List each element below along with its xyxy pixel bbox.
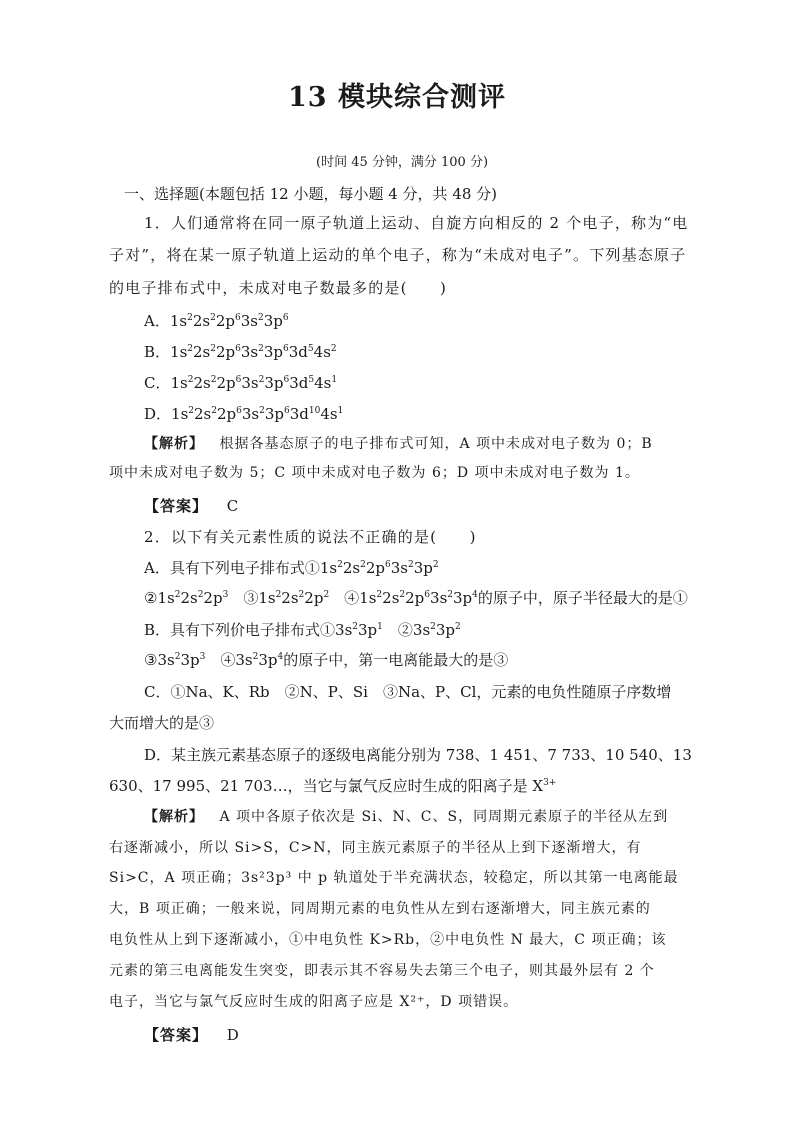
q1-analysis-line2: 项中未成对电子数为 5；C 项中未成对电子数为 6；D 项中未成对电子数为 1。: [109, 465, 640, 481]
q2-analysis-tag: 【解析】: [144, 809, 204, 825]
q1-option-b: B．$1s^22s^22p^63s^23p^63d^54s^2$: [144, 343, 337, 361]
q2-analysis-line6: 元素的第三电离能发生突变，即表示其不容易失去第三个电子，则其最外层有 2 个: [109, 963, 655, 979]
q1-option-d-label: D．: [144, 405, 172, 423]
q2-analysis-line4: 大，B 项正确；一般来说，同周期元素的电负性从左到右逐渐增大，同主族元素的: [109, 901, 651, 917]
q2-option-d-line2: [109, 776, 556, 796]
q1-option-a-label: A．: [144, 312, 170, 330]
q2-option-d-prefix: 630、17 995、21 703…，当它与氯气反应时生成的阳离子是 X: [109, 777, 544, 795]
q1-option-a: A．$1s^22s^22p^63s^23p^6$: [144, 312, 289, 330]
q2-option-a-line1: A．具有下列电子排布式$①1s^22s^22p^63s^23p^2$: [144, 559, 439, 577]
q2-option-d-charge: 3+: [543, 778, 557, 788]
q2-analysis-text1: A 项中各原子依次是 Si、N、C、S，同周期元素原子的半径从左到: [219, 809, 669, 825]
q1-answer: [144, 496, 238, 516]
q1-stem-line3: 的电子排布式中，未成对电子数最多的是( ): [109, 279, 448, 297]
q1-answer-value: C: [226, 497, 239, 515]
q1-option-b-label: B．: [144, 343, 171, 361]
q2-option-b-line2: $③3s^23p^3$ $④3s^23p^4$的原子中，第一电离能最大的是③: [144, 651, 509, 669]
q2-answer-value: D: [226, 1026, 239, 1044]
q2-analysis-line1: [144, 807, 668, 827]
q1-analysis-tag: 【解析】: [144, 436, 204, 452]
q2-answer: [144, 1025, 239, 1045]
q2-option-a-line2: $②1s^22s^22p^3$ $③1s^22s^22p^2$ $④1s^22s^22p^63s^23p^4$的原子中，原子半径最大的是①: [144, 589, 688, 607]
section-heading: 一、选择题(本题包括 12 小题，每小题 4 分，共 48 分): [124, 185, 498, 203]
q1-stem-line2: 子对”，将在某一原子轨道上运动的单个电子，称为“未成对电子”。下列基态原子: [109, 246, 687, 264]
q1-analysis-text1: 根据各基态原子的电子排布式可知，A 项中未成对电子数为 0；B: [219, 436, 653, 452]
q2-answer-tag: 【答案】: [144, 1026, 209, 1044]
q1-stem-line1: 1．人们通常将在同一原子轨道上运动、自旋方向相反的 2 个电子，称为“电: [144, 214, 689, 232]
page-title: 13 模块综合测评: [288, 82, 506, 113]
q2-option-b-line1: B．具有下列价电子排布式$①3s^23p^1$ $②3s^23p^2$: [144, 621, 461, 639]
q1-option-c-label: C．: [144, 374, 171, 392]
q2-analysis-line2: 右逐渐减小，所以 Si>S，C>N，同主族元素原子的半径从上到下逐渐增大，有: [109, 840, 642, 856]
q2-analysis-line3: Si>C，A 项正确；3s²3p³ 中 p 轨道处于半充满状态，较稳定，所以其第一电离能最: [109, 870, 679, 886]
q2-stem: 2．以下有关元素性质的说法不正确的是( ): [144, 528, 477, 546]
q2-option-c-line1: C．①Na、K、Rb ②N、P、Si ③Na、P、Cl，元素的电负性随原子序数增: [144, 683, 672, 701]
q1-analysis-line1: [144, 434, 653, 454]
q2-option-b-suffix: 的原子中，第一电离能最大的是③: [283, 651, 509, 669]
q2-option-a-suffix: 的原子中，原子半径最大的是①: [477, 589, 688, 607]
q2-option-c-line2: 大而增大的是③: [109, 714, 215, 732]
q2-option-d-line1: D．某主族元素基态原子的逐级电离能分别为 738、1 451、7 733、10 540、13: [144, 746, 692, 764]
q2-option-a-prefix: A．具有下列电子排布式①: [144, 559, 320, 577]
q2-analysis-line7: 电子，当它与氯气反应时生成的阳离子应是 X²⁺，D 项错误。: [109, 994, 519, 1010]
q2-option-b-prefix: B．具有下列价电子排布式①: [144, 621, 336, 639]
q2-analysis-line5: 电负性从上到下逐渐减小，①中电负性 K>Rb，②中电负性 N 最大，C 项正确；该: [109, 932, 667, 948]
q1-option-c: C．$1s^22s^22p^63s^23p^63d^54s^1$: [144, 374, 338, 392]
q1-option-d: D．$1s^22s^22p^63s^23p^63d^{10}4s^1$: [144, 405, 344, 423]
q1-answer-tag: 【答案】: [144, 497, 209, 515]
time-info: (时间 45 分钟，满分 100 分): [316, 155, 489, 170]
